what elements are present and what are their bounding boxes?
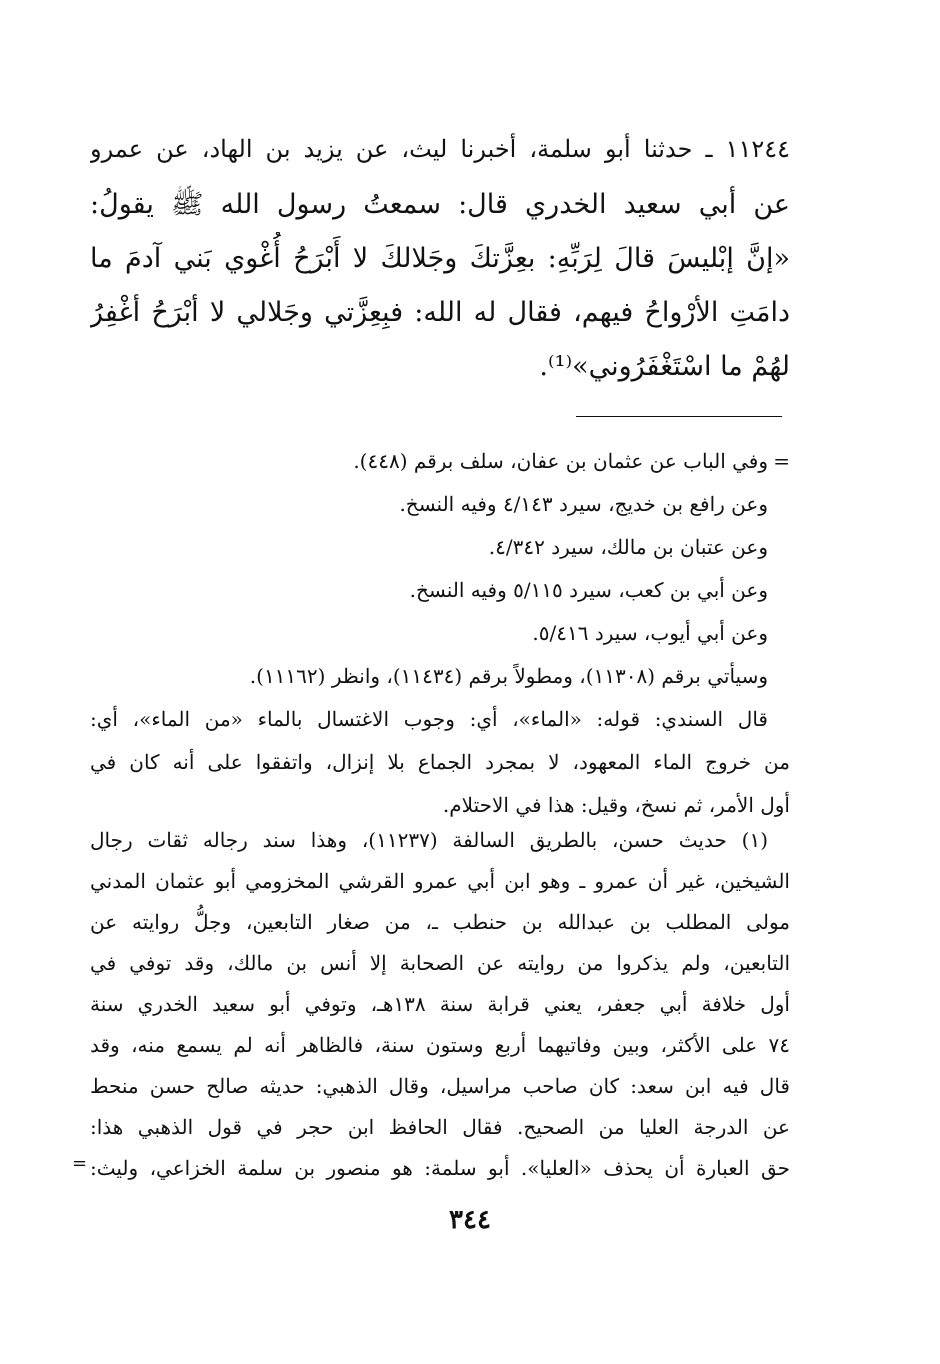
hadith-line: «إنَّ إبْليسَ قالَ لِرَبِّهِ: بعِزَّتكَ وجَلالكَ لا أَبْرَحُ أُغْوي بَني آدمَ ما: [90, 243, 790, 274]
footnote-line: مولى المطلب بن عبدالله بن حنطب ـ، من صغار التابعين، وجلُّ روايته عن: [90, 910, 790, 934]
footnote-divider: [576, 416, 782, 417]
hadith-line: لهُمْ ما اسْتَغْفَرُوني»⁽¹⁾.: [539, 351, 790, 382]
note-line: وعن أبي أيوب، سيرد ٥/٤١٦.: [532, 621, 768, 645]
footnote-1: [90, 820, 790, 1189]
note-line: وعن رافع بن خديج، سيرد ٤/١٤٣ وفيه النسخ.: [399, 492, 768, 516]
note-text: وفي الباب عن عثمان بن عفان، سلف برقم (٤٤٨).: [353, 449, 768, 473]
footnote-line: عن الدرجة العليا من الصحيح. فقال الحافظ ابن حجر في قول الذهبي هذا:: [90, 1115, 790, 1139]
footnote-line: قال فيه ابن سعد: كان صاحب مراسيل، وقال الذهبي: حديثه صالح حسن منحط: [90, 1074, 790, 1098]
note-line: [90, 440, 790, 483]
hadith-line-isnad: ١١٢٤٤ ـ حدثنا أبو سلمة، أخبرنا ليث، عن يزيد بن الهاد، عن عمرو: [90, 135, 790, 163]
hadith-text: [90, 120, 790, 394]
footnote-line: التابعين، ولم يذكروا من روايته عن الصحابة إلا أنس بن مالك، وقد توفي في: [90, 951, 790, 975]
footnote-line: حق العبارة أن يحذف «العليا». أبو سلمة: هو منصور بن سلمة الخزاعي، وليث:: [90, 1156, 790, 1180]
note-line: أول الأمر، ثم نسخ، وقيل: هذا في الاحتلام.: [442, 793, 790, 817]
hadith-line: عن أبي سعيد الخدري قال: سمعتُ رسول الله ﷺ يقولُ:: [90, 189, 790, 220]
note-line: من خروج الماء المعهود، لا بمجرد الجماع بلا إنزال، واتفقوا على أنه كان في: [90, 750, 790, 774]
footnote-line: أول خلافة أبي جعفر، يعني قرابة سنة ١٣٨هـ، وتوفي أبو سعيد الخدري سنة: [90, 992, 790, 1016]
note-line: وسيأتي برقم (١١٣٠٨)، ومطولاً برقم (١١٤٣٤)، وانظر (١١١٦٢).: [249, 664, 768, 688]
continuation-marker: =: [72, 1153, 88, 1174]
footnote-line: (١) حديث حسن، بالطريق السالفة (١١٢٣٧)، وهذا سند رجاله ثقات رجال: [90, 828, 768, 852]
page-number: ٣٤٤: [449, 1205, 491, 1235]
continuation-marker: =: [773, 449, 790, 473]
continued-notes: [90, 440, 790, 827]
hadith-line: دامَتِ الأرْواحُ فيهم، فقال له الله: فبِعِزَّتي وجَلالي لا أبْرَحُ أغْفِرُ: [90, 297, 790, 328]
note-line: قال السندي: قوله: «الماء»، أي: وجوب الاغتسال بالماء «من الماء»، أي:: [90, 707, 768, 731]
note-line: وعن أبي بن كعب، سيرد ٥/١١٥ وفيه النسخ.: [409, 578, 768, 602]
note-line: وعن عتبان بن مالك، سيرد ٤/٣٤٢.: [488, 535, 768, 559]
footnote-line: ٧٤ على الأكثر، وبين وفاتيهما أربع وستون سنة، فالظاهر أنه لم يسمع منه، وقد: [90, 1033, 790, 1057]
footnote-line: الشيخين، غير أن عمرو ـ وهو ابن أبي عمرو القرشي المخزومي أبو عثمان المدني: [90, 869, 790, 893]
